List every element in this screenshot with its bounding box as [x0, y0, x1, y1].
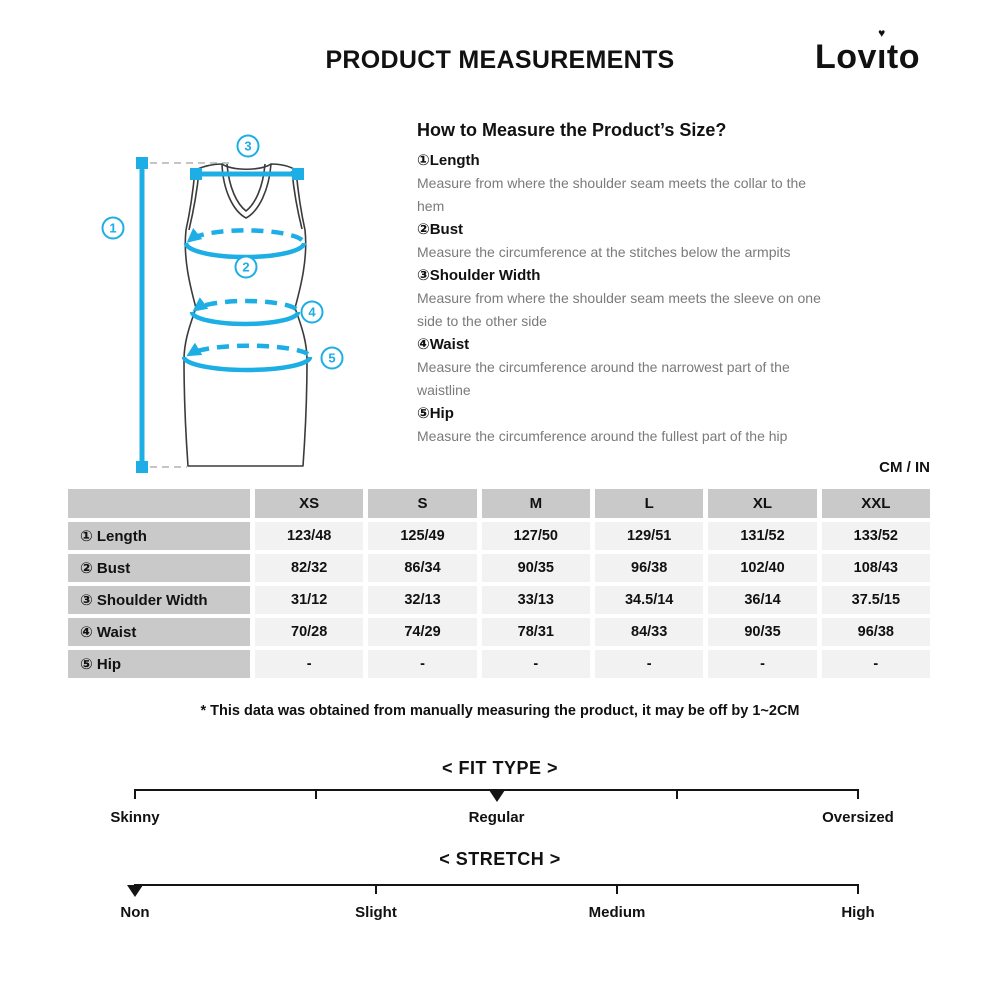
- dress-measurement-diagram: [75, 115, 405, 480]
- table-cell: 70/28: [255, 618, 363, 646]
- column-header-xs: XS: [255, 489, 363, 518]
- measure-item-bust: [417, 218, 887, 241]
- scale-tick: [315, 789, 317, 799]
- svg-text:2: 2: [242, 259, 250, 275]
- row-label-length: ① Length: [68, 522, 250, 550]
- measure-item-bust-desc: Measure the circumference at the stitches below the armpits: [417, 244, 791, 260]
- item-num: ②: [417, 221, 430, 238]
- column-header-s: S: [368, 489, 476, 518]
- scale-tick: [375, 884, 377, 894]
- column-header-l: L: [595, 489, 703, 518]
- table-cell: -: [255, 650, 363, 678]
- table-cell: 133/52: [822, 522, 930, 550]
- table-cell: 129/51: [595, 522, 703, 550]
- size-table: [68, 489, 930, 678]
- item-num: ③: [417, 267, 430, 284]
- measure-item-hip-desc: Measure the circumference around the fullest part of the hip: [417, 428, 788, 444]
- measure-item-length: [417, 149, 887, 172]
- table-cell: 96/38: [595, 554, 703, 582]
- row-label-shoulder-width: ③ Shoulder Width: [68, 586, 250, 614]
- table-cell: 37.5/15: [822, 586, 930, 614]
- item-name: Hip: [429, 405, 454, 422]
- table-cell: -: [368, 650, 476, 678]
- item-name: Waist: [429, 336, 470, 353]
- column-header-m: M: [482, 489, 590, 518]
- fit-type-title: < FIT TYPE >: [441, 758, 559, 778]
- measure-item-length-desc: Measure from where the shoulder seam meets the collar to the hem: [417, 175, 807, 214]
- callout-hip: [322, 348, 343, 369]
- table-cell: 32/13: [368, 586, 476, 614]
- how-to-title: How to Measure the Product’s Size?: [417, 120, 727, 140]
- item-num: ⑤: [417, 405, 430, 422]
- table-cell: -: [482, 650, 590, 678]
- stretch-scale: [120, 884, 875, 921]
- measure-item-hip: [417, 402, 887, 425]
- heart-icon: ♥: [878, 26, 886, 40]
- table-cell: 96/38: [822, 618, 930, 646]
- column-header-xl: XL: [708, 489, 816, 518]
- svg-text:5: 5: [328, 350, 336, 366]
- scale-tick: [616, 884, 618, 894]
- measure-item-waist: [417, 333, 887, 356]
- stretch-option-medium: Medium: [588, 904, 646, 921]
- table-cell: 86/34: [368, 554, 476, 582]
- table-cell: 90/35: [482, 554, 590, 582]
- brand-text-pre: Lov: [815, 38, 877, 76]
- fit-option-regular: Regular: [468, 809, 525, 826]
- table-cell: 74/29: [368, 618, 476, 646]
- brand-letter-i: [876, 26, 887, 77]
- table-corner-cell: [68, 489, 250, 518]
- page-title: PRODUCT MEASUREMENTS: [325, 46, 675, 74]
- how-to-measure-section: [417, 120, 887, 448]
- table-cell: -: [708, 650, 816, 678]
- brand-logo: [815, 26, 920, 77]
- fit-option-skinny: Skinny: [110, 809, 160, 826]
- table-cell: -: [595, 650, 703, 678]
- measure-item-shoulder: [417, 264, 887, 287]
- stretch-option-non: Non: [120, 904, 150, 921]
- row-label-hip: ⑤ Hip: [68, 650, 250, 678]
- row-label-bust: ② Bust: [68, 554, 250, 582]
- item-name: Length: [429, 152, 480, 169]
- table-cell: 82/32: [255, 554, 363, 582]
- brand-text-post: to: [886, 38, 920, 76]
- svg-text:3: 3: [244, 138, 252, 154]
- table-cell: 123/48: [255, 522, 363, 550]
- brand-i-stem: ı: [876, 38, 887, 76]
- stretch-title: < STRETCH >: [439, 849, 561, 869]
- table-cell: 34.5/14: [595, 586, 703, 614]
- stretch-option-slight: Slight: [355, 904, 397, 921]
- callout-bust: [236, 257, 257, 278]
- column-header-xxl: XXL: [822, 489, 930, 518]
- table-cell: 131/52: [708, 522, 816, 550]
- item-num: ④: [417, 336, 430, 353]
- svg-text:1: 1: [109, 220, 117, 236]
- stretch-option-high: High: [841, 904, 875, 921]
- measure-item-shoulder-desc: Measure from where the shoulder seam meets the sleeve on one side to the other side: [417, 290, 821, 329]
- table-cell: 84/33: [595, 618, 703, 646]
- scale-tick: [134, 789, 136, 799]
- callout-waist: [302, 302, 323, 323]
- length-measure-line: [136, 157, 148, 473]
- callout-length: [103, 218, 124, 239]
- item-name: Bust: [429, 221, 464, 238]
- item-num: ①: [417, 152, 430, 169]
- table-cell: 90/35: [708, 618, 816, 646]
- measurement-disclaimer: * This data was obtained from manually measuring the product, it may be off by 1~2CM: [200, 703, 800, 719]
- table-cell: 31/12: [255, 586, 363, 614]
- units-label: CM / IN: [879, 459, 930, 476]
- table-cell: 78/31: [482, 618, 590, 646]
- table-cell: 125/49: [368, 522, 476, 550]
- measure-item-waist-desc: Measure the circumference around the narrowest part of the waistline: [417, 359, 790, 398]
- dress-outline: [184, 164, 307, 466]
- table-cell: 127/50: [482, 522, 590, 550]
- callout-shoulder: [238, 136, 259, 157]
- table-cell: 108/43: [822, 554, 930, 582]
- row-label-waist: ④ Waist: [68, 618, 250, 646]
- item-name: Shoulder Width: [429, 267, 541, 284]
- scale-tick: [857, 789, 859, 799]
- fit-type-marker-icon: [489, 790, 505, 802]
- svg-text:4: 4: [308, 304, 316, 320]
- table-cell: 36/14: [708, 586, 816, 614]
- stretch-marker-icon: [127, 885, 143, 897]
- scale-tick: [676, 789, 678, 799]
- table-cell: -: [822, 650, 930, 678]
- table-cell: 102/40: [708, 554, 816, 582]
- fit-option-oversized: Oversized: [822, 809, 894, 826]
- scale-tick: [857, 884, 859, 894]
- table-cell: 33/13: [482, 586, 590, 614]
- fit-type-scale: [110, 789, 894, 826]
